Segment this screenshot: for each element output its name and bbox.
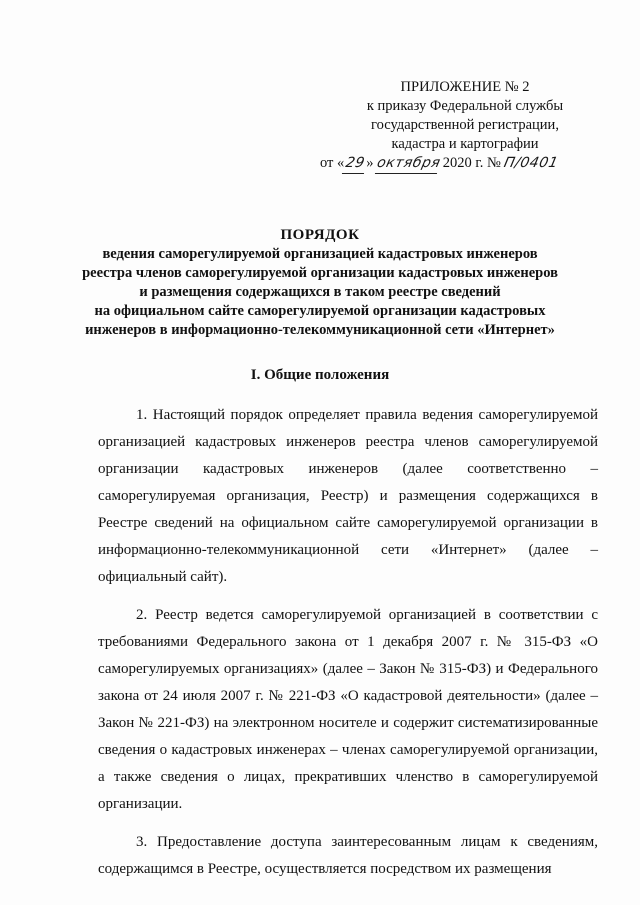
paragraph: 1. Настоящий порядок определяет правила ведения саморегулируемой организацией кадастровых инженеров реестра членов саморегулируемой организации кадастровых инженеров (далее соответственно – саморегулируемая организация, Реестр) и размещения содержащихся в Реестре сведений на официальном сайте саморегулируемой организации в информационно-телекоммуникационной сети «Интернет» (далее – официальный сайт). [98, 407, 598, 585]
date-mid: » [366, 155, 374, 171]
appendix-line: кадастра и картографии [391, 136, 539, 152]
handwritten-month: октября [375, 154, 441, 174]
appendix-dateline [320, 154, 600, 174]
heading-line: на официальном сайте саморегулируемой организации кадастровых [94, 303, 546, 319]
paragraph: 2. Реестр ведется саморегулируемой организацией в соответствии с требованиями Федерального закона от 1 декабря 2007 г. № 315-ФЗ «О саморегулируемых организациях» (далее – Закон № 315-ФЗ) и Федерального закона от 24 июля 2007 г. № 221-ФЗ «О кадастровой деятельности» (далее – Закон № 221-ФЗ) на электронном носителе и содержит систематизированные сведения о кадастровых инженерах – членах саморегулируемой организации, а также сведения о лицах, прекративших членство в саморегулируемой организации. [98, 607, 598, 812]
appendix-block [320, 78, 600, 174]
paragraph: 3. Предоставление доступа заинтересованным лицам к сведениям, содержащимся в Реестре, осуществляется посредством их размещения [98, 834, 598, 877]
heading-line: инженеров в информационно-телекоммуникационной сети «Интернет» [85, 322, 555, 338]
section-title: I. Общие положения [250, 367, 390, 383]
date-prefix: от « [320, 155, 345, 171]
date-year: 2020 г. № [442, 155, 501, 171]
appendix-line: к приказу Федеральной службы [366, 98, 564, 114]
handwritten-day: 29 [342, 154, 368, 174]
heading-line: ведения саморегулируемой организацией кадастровых инженеров [102, 246, 538, 262]
document-body [98, 402, 598, 894]
heading-line: и размещения содержащихся в таком реестре сведений [139, 284, 501, 300]
handwritten-order-number: П/0401 [502, 155, 561, 171]
appendix-line: государственной регистрации, [371, 117, 559, 133]
document-heading [60, 226, 580, 340]
appendix-title: ПРИЛОЖЕНИЕ № 2 [400, 79, 530, 95]
heading-line: реестра членов саморегулируемой организации кадастровых инженеров [82, 265, 558, 281]
document-title: ПОРЯДОК [280, 227, 360, 243]
